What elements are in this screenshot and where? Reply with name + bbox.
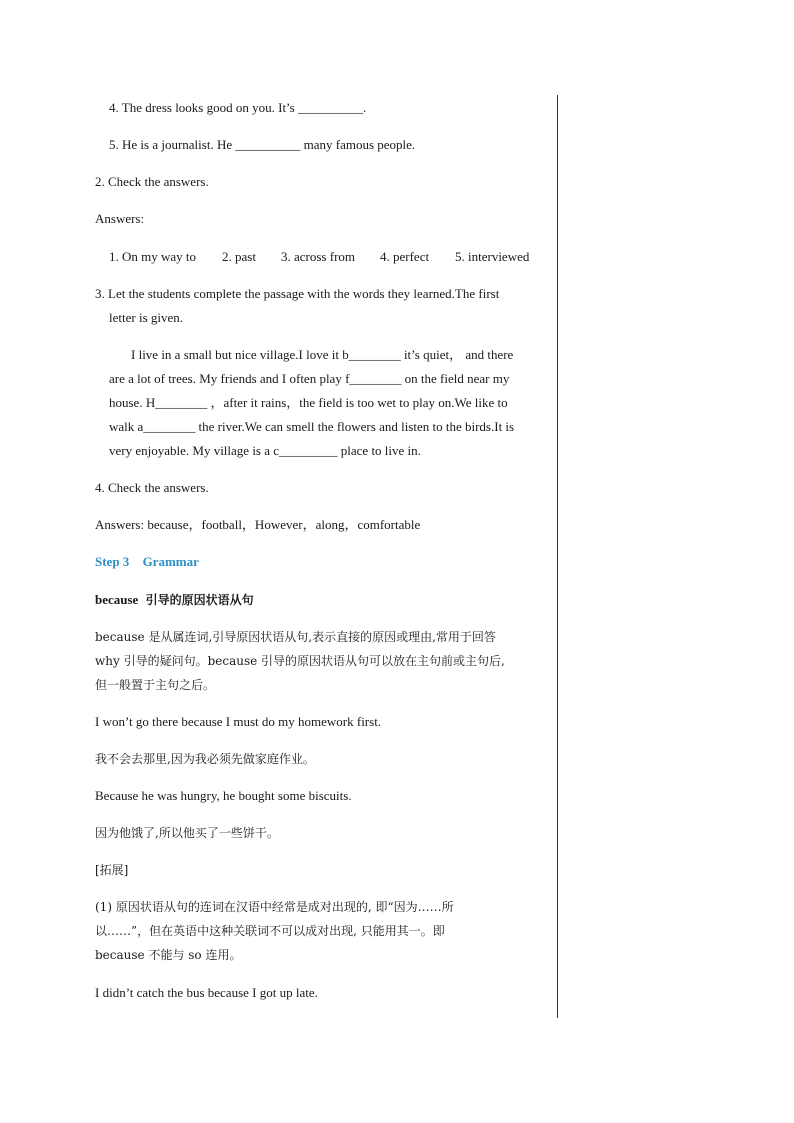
- question-5: 5. He is a journalist. He __________ many famous people.: [109, 137, 416, 152]
- note-line: (1) 原因状语从句的连词在汉语中经常是成对出现的, 即“因为……所: [95, 900, 454, 914]
- grammar-heading: [95, 592, 254, 608]
- answer-item: 2. past: [222, 249, 256, 264]
- task-3-line-2: letter is given.: [109, 310, 184, 325]
- column-divider: [557, 95, 558, 1018]
- answer-item: 3. across from: [281, 249, 356, 264]
- example-1-cn: 我不会去那里,因为我必须先做家庭作业。: [95, 752, 315, 766]
- explain-line: 但一般置于主句之后。: [95, 678, 216, 692]
- passage-line: I live in a small but nice village.I love it b________ it’s quiet， and there: [131, 347, 514, 362]
- answer-item: 5. interviewed: [455, 249, 530, 264]
- answers-list: [109, 249, 529, 265]
- step-heading: [95, 554, 199, 570]
- check-answers-1: 2. Check the answers.: [95, 174, 209, 189]
- step-label: Step 3: [95, 554, 130, 569]
- example-3-en: I didn’t catch the bus because I got up late.: [95, 985, 318, 1000]
- note-line: 以……”，但在英语中这种关联词不可以成对出现, 只能用其一。即: [95, 924, 445, 938]
- passage-line: walk a________ the river.We can smell the flowers and listen to the birds.It is: [109, 419, 515, 434]
- grammar-heading-en: because: [95, 592, 139, 607]
- question-4: 4. The dress looks good on you. It’s __________.: [109, 100, 367, 115]
- explain-line: because 是从属连词,引导原因状语从句,表示直接的原因或理由,常用于回答: [95, 630, 496, 644]
- check-answers-2: 4. Check the answers.: [95, 480, 209, 495]
- example-2-cn: 因为他饿了,所以他买了一些饼干。: [95, 826, 279, 840]
- example-1-en: I won’t go there because I must do my homework first.: [95, 714, 382, 729]
- example-2-en: Because he was hungry, he bought some biscuits.: [95, 788, 352, 803]
- expand-label: [拓展]: [95, 863, 129, 877]
- answers-2: Answers: because，football，However，along，comfortable: [95, 517, 421, 532]
- grammar-heading-cn: 引导的原因状语从句: [145, 593, 254, 607]
- explain-line: why 引导的疑问句。because 引导的原因状语从句可以放在主句前或主句后,: [95, 654, 505, 668]
- passage-line: are a lot of trees. My friends and I often play f________ on the field near my: [109, 371, 510, 386]
- step-title: Grammar: [142, 554, 199, 569]
- passage-line: very enjoyable. My village is a c_________ place to live in.: [109, 443, 421, 458]
- note-line: because 不能与 so 连用。: [95, 948, 242, 962]
- passage-line: house. H________ ，after it rains，the field is too wet to play on.We like to: [109, 395, 508, 410]
- answers-label: Answers:: [95, 211, 145, 226]
- task-3-line-1: 3. Let the students complete the passage with the words they learned.The first: [95, 286, 500, 301]
- answer-item: 4. perfect: [380, 249, 430, 264]
- answer-item: 1. On my way to: [109, 249, 197, 264]
